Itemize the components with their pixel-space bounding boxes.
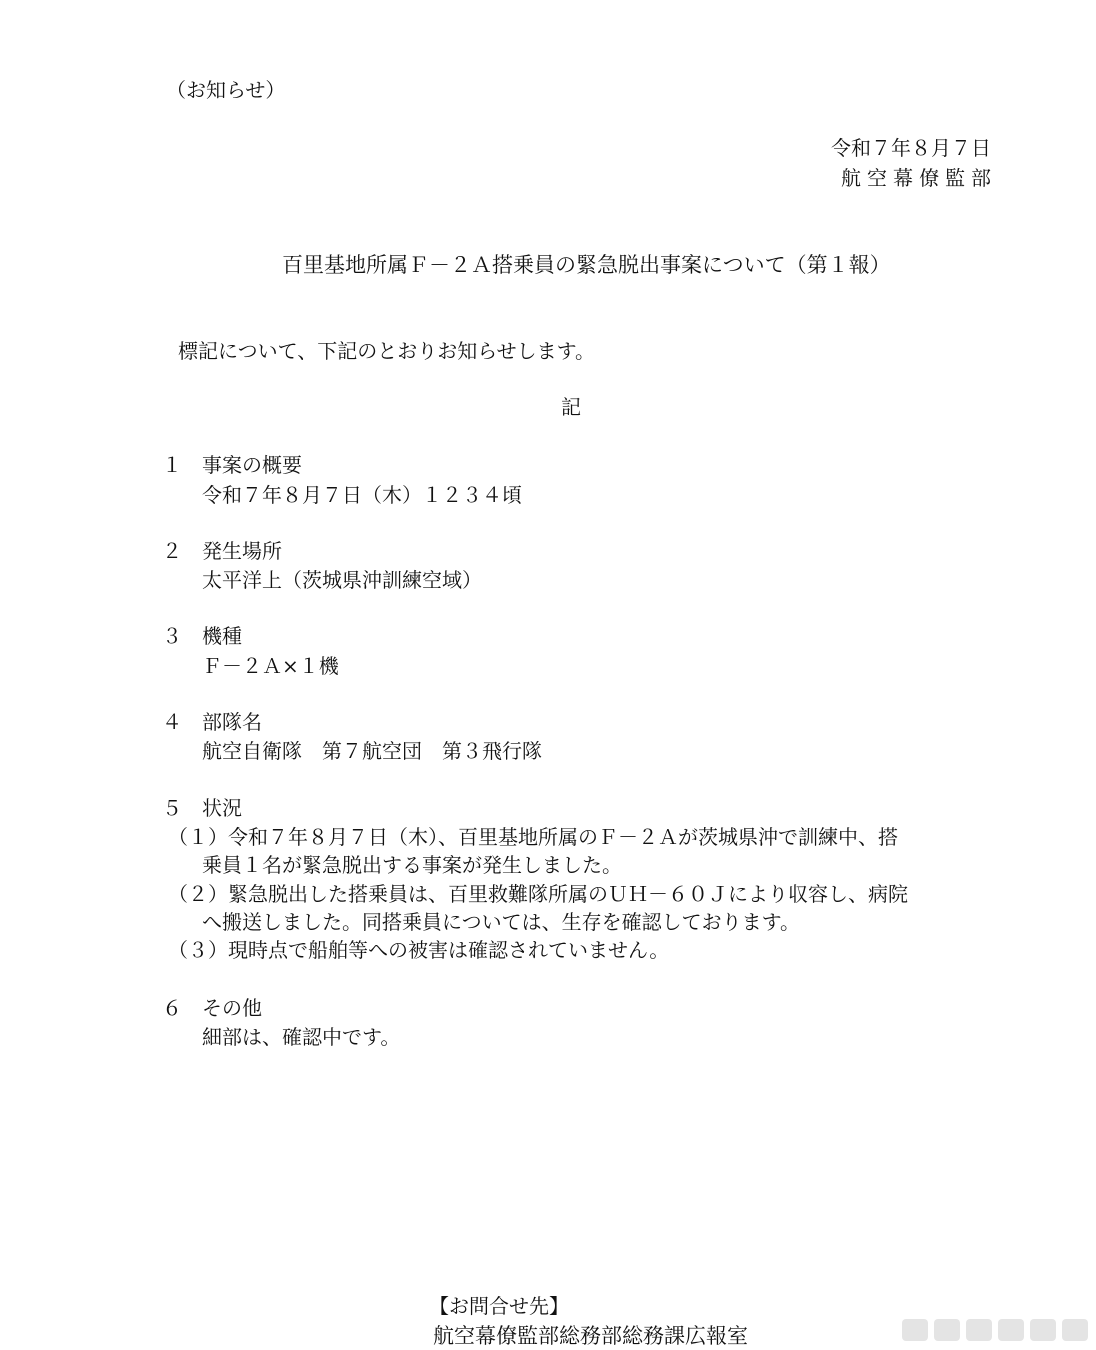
section-2-number: ２ [162, 539, 182, 563]
situation-item-2-line-2: へ搬送しました。同搭乗員については、生存を確認しております。 [202, 910, 800, 934]
section-2-heading: 発生場所 [202, 539, 282, 563]
section-2-body: 太平洋上（茨城県沖訓練空域） [202, 568, 482, 592]
section-4-body: 航空自衛隊 第７航空団 第３飛行隊 [202, 739, 542, 763]
intro-text: 標記について、下記のとおりお知らせします。 [178, 339, 595, 363]
section-3-body: Ｆ－２Ａ×１機 [202, 654, 339, 678]
section-6-number: ６ [162, 996, 182, 1020]
section-4-number: ４ [162, 710, 182, 734]
situation-item-1-line-2: 乗員１名が緊急脱出する事案が発生しました。 [202, 853, 622, 877]
section-1-heading: 事案の概要 [202, 453, 302, 477]
section-3-number: ３ [162, 624, 182, 648]
section-6-heading: その他 [202, 996, 262, 1020]
watermark-block [902, 1319, 928, 1341]
section-4-heading: 部隊名 [202, 710, 262, 734]
ki-heading: 記 [561, 395, 581, 419]
issuer-name: 航空幕僚監部 [841, 166, 997, 190]
watermark-block [934, 1319, 960, 1341]
section-6-body: 細部は、確認中です。 [202, 1025, 401, 1049]
watermark-overlay [902, 1319, 1088, 1341]
situation-item-1-line-1: （１）令和７年８月７日（木）、百里基地所属のＦ－２Ａが茨城県沖で訓練中、搭 [168, 825, 898, 849]
situation-item-3-line-1: （３）現時点で船舶等への被害は確認されていません。 [168, 938, 670, 962]
notice-label: （お知らせ） [166, 78, 286, 102]
watermark-block [998, 1319, 1024, 1341]
watermark-block [1062, 1319, 1088, 1341]
contact-heading: 【お問合せ先】 [429, 1294, 569, 1318]
watermark-block [1030, 1319, 1056, 1341]
section-3-heading: 機種 [202, 624, 242, 648]
section-5-number: ５ [162, 796, 182, 820]
issue-date: 令和７年８月７日 [831, 136, 991, 160]
section-5-heading: 状況 [202, 796, 242, 820]
section-1-body: 令和７年８月７日（木）１２３４頃 [202, 483, 522, 507]
section-1-number: １ [162, 453, 182, 477]
contact-name: 航空幕僚監部総務部総務課広報室 [433, 1324, 748, 1348]
document-title: 百里基地所属Ｆ－２Ａ搭乗員の緊急脱出事案について（第１報） [282, 253, 891, 277]
watermark-block [966, 1319, 992, 1341]
situation-item-2-line-1: （２）緊急脱出した搭乗員は、百里救難隊所属のＵＨ－６０Ｊにより収容し、病院 [168, 882, 908, 906]
